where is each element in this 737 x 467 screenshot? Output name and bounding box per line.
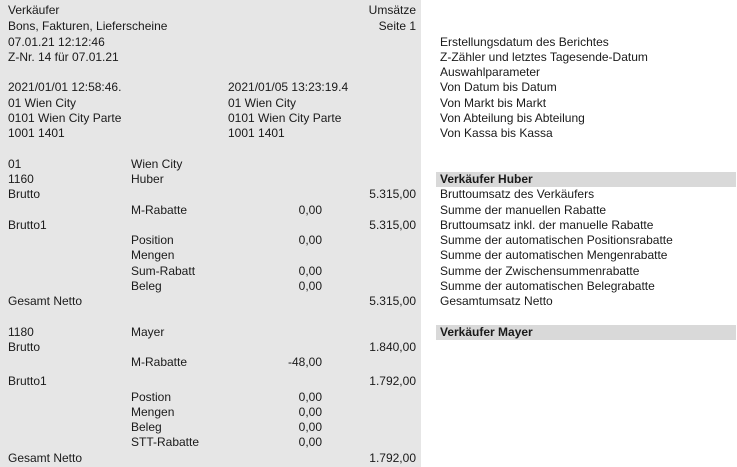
z-counter: Z-Nr. 14 für 07.01.21 (8, 50, 119, 64)
mengen-label: Mengen (131, 405, 175, 419)
seller-id: 1180 (8, 325, 34, 339)
report-datetime: 07.01.21 12:12:46 (8, 35, 105, 49)
m-rabatte-label: M-Rabatte (131, 355, 188, 369)
brutto-label: Brutto (8, 340, 41, 354)
param-from-market: 01 Wien City (8, 96, 77, 110)
legend-item: Erstellungsdatum des Berichtes (440, 35, 609, 49)
legend-item: Von Kassa bis Kassa (440, 126, 553, 140)
brutto-value: 1.840,00 (369, 340, 416, 354)
seller-name: Mayer (131, 325, 165, 339)
param-to-dept: 0101 Wien City Parte (228, 111, 342, 125)
stt-rabatte-value: 0,00 (298, 435, 322, 449)
param-to-date: 2021/01/05 13:23:19.4 (228, 80, 349, 94)
beleg-value: 0,00 (298, 279, 322, 293)
param-to-register: 1001 1401 (228, 126, 285, 140)
position-value: 0,00 (298, 390, 322, 404)
legend-item: Bruttoumsatz des Verkäufers (440, 187, 595, 201)
report-subtitle: Bons, Fakturen, Lieferscheine (8, 19, 168, 33)
legend-item: Von Markt bis Markt (440, 96, 547, 110)
beleg-value: 0,00 (298, 420, 322, 434)
brutto1-value: 1.792,00 (369, 374, 416, 388)
param-from-register: 1001 1401 (8, 126, 65, 140)
section-header-huber: Verkäufer Huber (436, 172, 736, 187)
beleg-label: Beleg (131, 279, 162, 293)
legend-item: Gesamtumsatz Netto (440, 294, 553, 308)
legend-item: Auswahlparameter (440, 65, 541, 79)
brutto1-label: Brutto1 (8, 374, 47, 388)
brutto-label: Brutto (8, 187, 41, 201)
param-to-market: 01 Wien City (228, 96, 297, 110)
m-rabatte-value: -48,00 (287, 355, 322, 369)
stt-rabatte-label: STT-Rabatte (131, 435, 200, 449)
mengen-label: Mengen (131, 248, 175, 262)
legend-item: Summe der manuellen Rabatte (440, 203, 607, 217)
legend-item: Summe der automatischen Mengenrabatte (440, 248, 668, 262)
legend-item: Bruttoumsatz inkl. der manuelle Rabatte (440, 218, 654, 232)
page-number: Seite 1 (378, 19, 416, 33)
mengen-value: 0,00 (298, 405, 322, 419)
legend-item: Von Abteilung bis Abteilung (440, 111, 585, 125)
market-code: 01 (8, 157, 22, 171)
position-label: Position (131, 233, 174, 247)
legend-item: Summe der automatischen Belegrabatte (440, 279, 655, 293)
position-value: 0,00 (298, 233, 322, 247)
netto-value: 1.792,00 (369, 451, 416, 465)
netto-label: Gesamt Netto (8, 294, 83, 308)
netto-label: Gesamt Netto (8, 451, 83, 465)
m-rabatte-value: 0,00 (298, 203, 322, 217)
report-type: Umsätze (368, 3, 416, 17)
position-label: Postion (131, 390, 172, 404)
param-from-date: 2021/01/01 12:58:46. (8, 80, 122, 94)
sum-rabatt-value: 0,00 (298, 264, 322, 278)
beleg-label: Beleg (131, 420, 162, 434)
seller-name: Huber (131, 172, 164, 186)
legend-item: Von Datum bis Datum (440, 80, 557, 94)
brutto1-label: Brutto1 (8, 218, 47, 232)
brutto1-value: 5.315,00 (369, 218, 416, 232)
legend-item: Summe der Zwischensummenrabatte (440, 264, 640, 278)
section-header-mayer: Verkäufer Mayer (436, 325, 736, 340)
market-name: Wien City (131, 157, 183, 171)
legend-item: Z-Zähler und letztes Tagesende-Datum (440, 50, 648, 64)
netto-value: 5.315,00 (369, 294, 416, 308)
report-title: Verkäufer (8, 3, 60, 17)
brutto-value: 5.315,00 (369, 187, 416, 201)
param-from-dept: 0101 Wien City Parte (8, 111, 122, 125)
sum-rabatt-label: Sum-Rabatt (131, 264, 196, 278)
seller-id: 1160 (8, 172, 34, 186)
m-rabatte-label: M-Rabatte (131, 203, 188, 217)
legend-item: Summe der automatischen Positionsrabatte (440, 233, 673, 247)
